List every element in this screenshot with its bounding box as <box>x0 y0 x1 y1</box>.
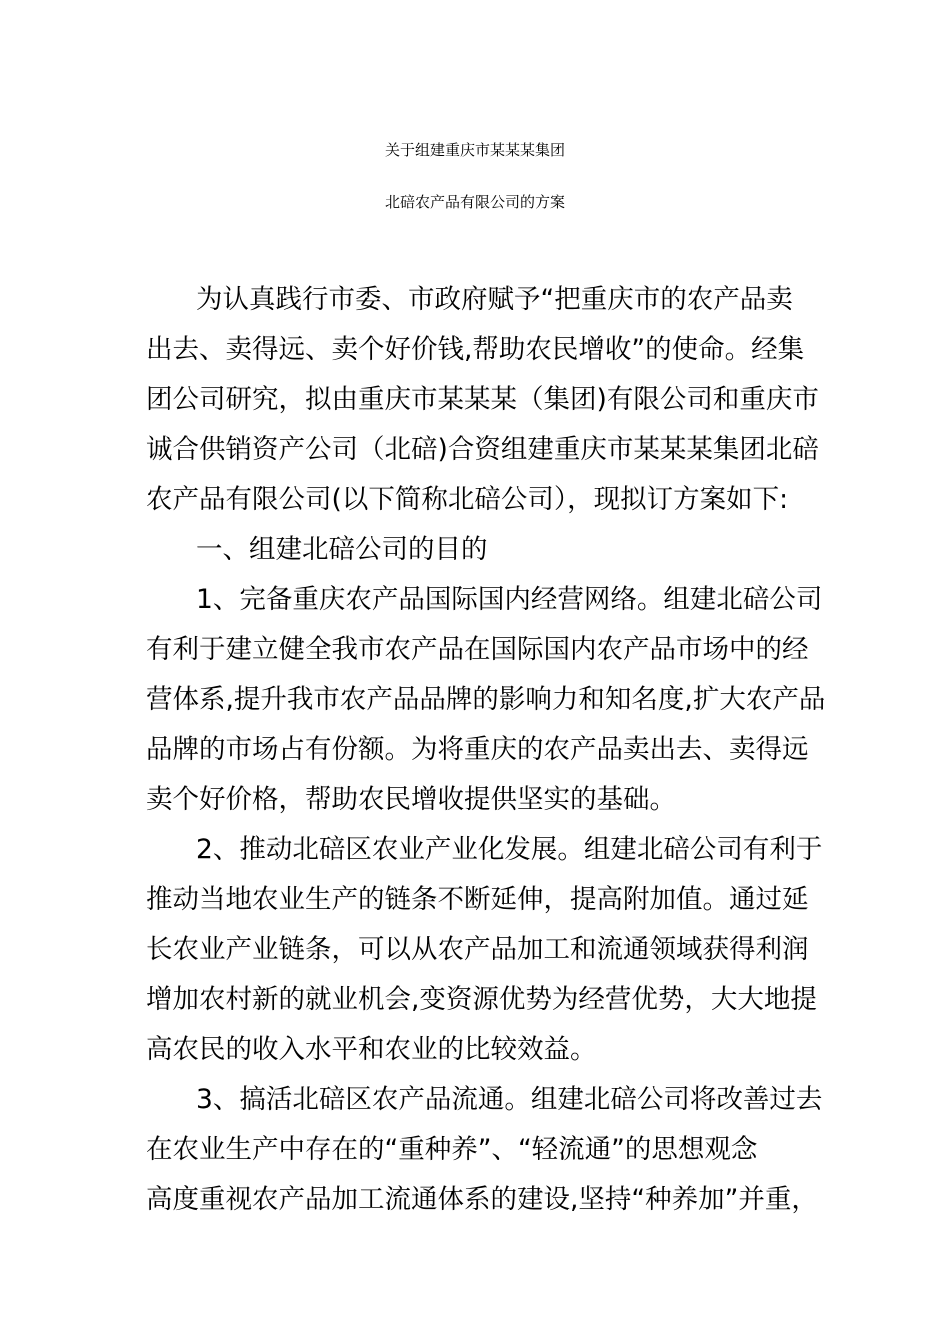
body-line: 推动当地农业生产的链条不断延伸，提高附加值。通过延 <box>146 884 809 915</box>
body-line: 1、完备重庆农产品国际国内经营网络。组建北碚公司 <box>196 584 823 615</box>
body-line: 品牌的市场占有份额。为将重庆的农产品卖出去、卖得远 <box>146 734 809 765</box>
section-heading: 一、组建北碚公司的目的 <box>196 534 488 565</box>
title-line-2: 北碚农产品有限公司的方案 <box>384 193 565 211</box>
body-line: 为认真践行市委、市政府赋予“把重庆市的农产品卖 <box>196 284 793 315</box>
body-line: 3、搞活北碚区农产品流通。组建北碚公司将改善过去 <box>196 1084 823 1115</box>
body-line: 农产品有限公司(以下简称北碚公司），现拟订方案如下: <box>146 484 789 515</box>
title-line-1: 关于组建重庆市某某某集团 <box>384 141 565 159</box>
body-line: 在农业生产中存在的“重种养”、“轻流通”的思想观念 <box>146 1134 758 1165</box>
body-line: 2、推动北碚区农业产业化发展。组建北碚公司有利于 <box>196 834 823 865</box>
body-line: 长农业产业链条，可以从农产品加工和流通领域获得利润 <box>146 934 809 965</box>
body-line: 团公司研究，拟由重庆市某某某（集团)有限公司和重庆市 <box>146 384 819 415</box>
body-line: 诚合供销资产公司（北碚)合资组建重庆市某某某集团北碚 <box>146 434 819 465</box>
body-line: 有利于建立健全我市农产品在国际国内农产品市场中的经 <box>146 634 809 665</box>
body-line: 高农民的收入水平和农业的比较效益。 <box>146 1034 597 1065</box>
body-line: 高度重视农产品加工流通体系的建设,坚持“种养加”并重， <box>146 1184 818 1215</box>
body-line: 营体系,提升我市农产品品牌的影响力和知名度,扩大农产品 <box>146 684 826 715</box>
body-line: 出去、卖得远、卖个好价钱,帮助农民增收”的使命。经集 <box>146 334 805 365</box>
body-line: 增加农村新的就业机会,变资源优势为经营优势，大大地提 <box>146 984 817 1015</box>
body-line: 卖个好价格，帮助农民增收提供坚实的基础。 <box>146 784 676 815</box>
